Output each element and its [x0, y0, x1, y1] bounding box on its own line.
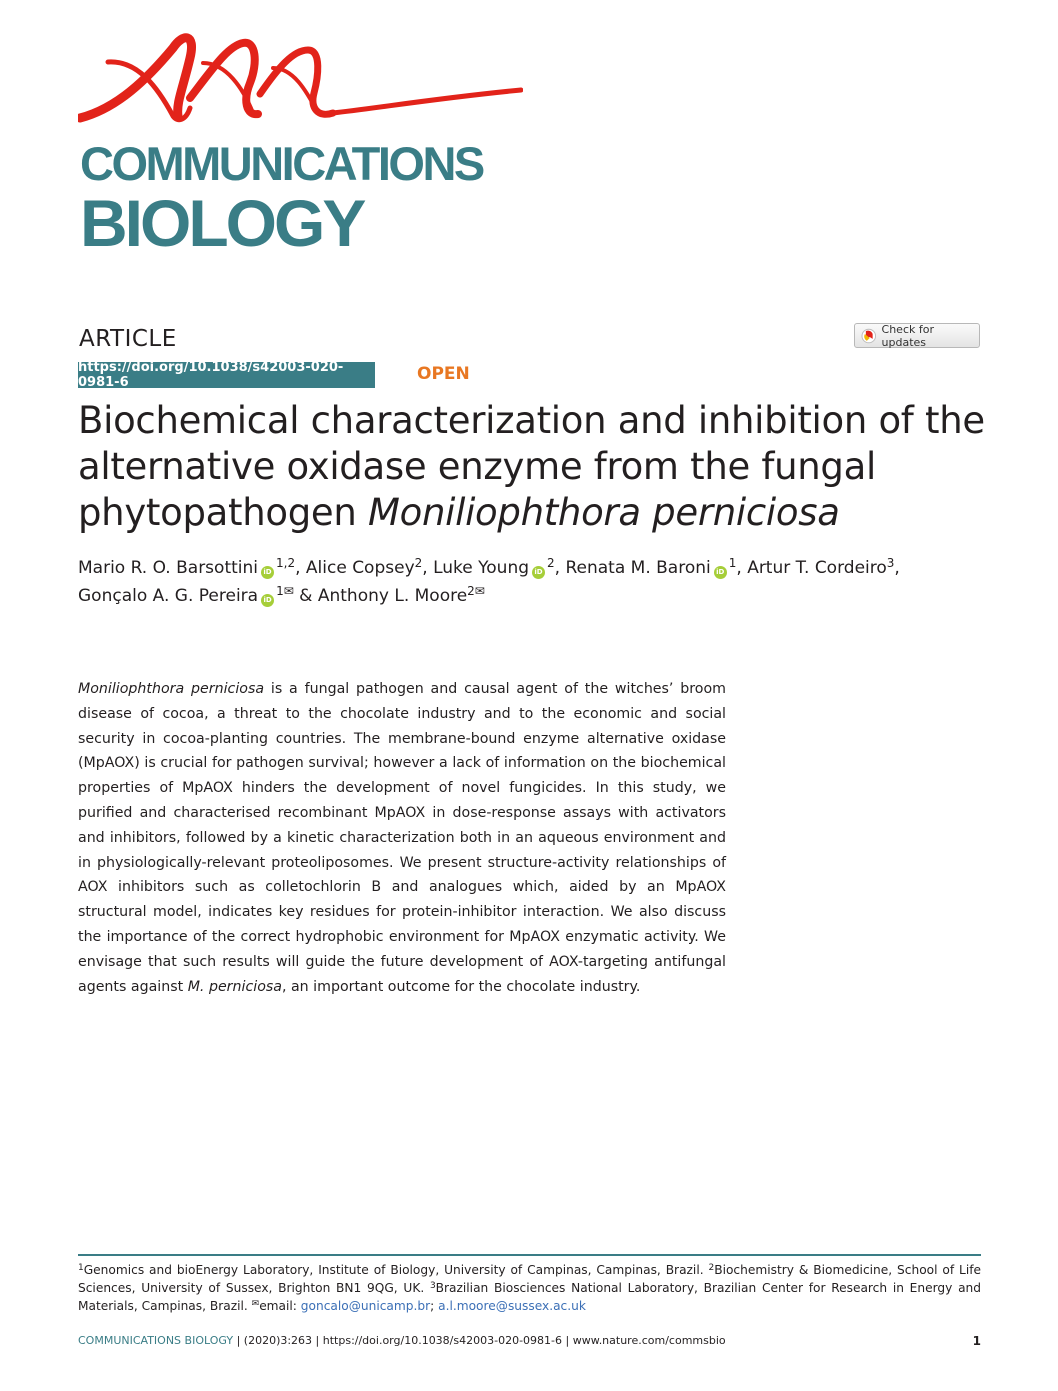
email-envelope-icon: ✉: [251, 1299, 260, 1309]
footer-citation: | (2020)3:263 | https://doi.org/10.1038/s42003-020-0981-6 | www.nature.com/commsbio: [233, 1334, 726, 1347]
article-title: [78, 398, 998, 536]
email-separator: ;: [430, 1299, 439, 1313]
abstract-mid-italic: M. perniciosa: [187, 978, 282, 995]
author-separator: ,: [295, 558, 306, 578]
check-for-updates-button[interactable]: [854, 323, 980, 348]
author-separator: ,: [736, 558, 748, 578]
author-affiliation-number: 2✉: [467, 584, 485, 598]
author-separator: ,: [422, 558, 434, 578]
author-name[interactable]: Renata M. Baroni: [565, 558, 711, 578]
open-access-badge: OPEN: [417, 364, 470, 384]
affiliation-number: 2: [708, 1263, 715, 1273]
author-name[interactable]: Mario R. O. Barsottini: [78, 558, 258, 578]
author-affiliation-number: 1✉: [276, 584, 294, 598]
footnote-divider: [78, 1254, 981, 1256]
author-separator: ,: [894, 558, 900, 578]
affiliation-number: 3: [429, 1281, 436, 1291]
author-name[interactable]: Luke Young: [433, 558, 530, 578]
title-italic: Moniliophthora perniciosa: [368, 491, 840, 534]
affiliations-footnote: [78, 1261, 981, 1315]
email-link[interactable]: a.l.moore@sussex.ac.uk: [438, 1299, 586, 1313]
title-plain: Biochemical characterization and inhibition of the alternative oxidase enzyme from the fungal phytopathogen: [78, 399, 985, 534]
doi-link[interactable]: https://doi.org/10.1038/s42003-020-0981-6: [78, 362, 375, 388]
orcid-icon[interactable]: iD: [714, 566, 727, 579]
email-link[interactable]: goncalo@unicamp.br: [300, 1299, 431, 1313]
check-updates-icon: [861, 328, 877, 344]
orcid-icon[interactable]: iD: [261, 566, 274, 579]
author-list: [78, 554, 988, 610]
check-updates-label: Check for updates: [881, 322, 934, 349]
author-name[interactable]: Alice Copsey: [305, 558, 415, 578]
page-footer: [78, 1334, 981, 1350]
abstract: [78, 677, 726, 999]
author-affiliation-number: 2: [414, 556, 423, 570]
author-separator: ,: [554, 558, 566, 578]
author-affiliation-number: 1,2: [276, 556, 296, 570]
author-affiliation-number: 2: [547, 556, 555, 570]
author-separator: &: [293, 586, 318, 606]
affiliation-text: Brazilian Biosciences National Laboratory, Brazilian Center for Research in Energy and Materials, Campinas, Brazil.: [78, 1281, 981, 1313]
orcid-icon[interactable]: iD: [261, 594, 274, 607]
orcid-icon[interactable]: iD: [532, 566, 545, 579]
author-name[interactable]: Anthony L. Moore: [317, 586, 468, 606]
journal-logo-line1: COMMUNICATIONS: [80, 137, 483, 190]
affiliation-text: Biochemistry & Biomedicine, School of Life Sciences, University of Sussex, Brighton BN1 9QG, UK.: [78, 1263, 981, 1295]
affiliation-number: 1: [78, 1263, 84, 1273]
journal-logo-wave: [78, 28, 523, 128]
abstract-lead-italic: Moniliophthora perniciosa: [78, 681, 265, 697]
footer-journal: COMMUNICATIONS BIOLOGY: [78, 1334, 234, 1347]
author-affiliation-number: 1: [728, 556, 737, 570]
author-affiliation-number: 3: [886, 556, 895, 570]
abstract-tail: , an important outcome for the chocolate industry.: [281, 978, 641, 995]
author-name[interactable]: Artur T. Cordeiro: [747, 558, 887, 578]
page-number: 1: [972, 1334, 981, 1348]
email-label: email:: [259, 1299, 301, 1313]
author-name[interactable]: Gonçalo A. G. Pereira: [78, 586, 259, 606]
affiliation-text: Genomics and bioEnergy Laboratory, Institute of Biology, University of Campinas, Campinas, Brazil.: [83, 1263, 709, 1277]
journal-logo-line2: BIOLOGY: [80, 186, 364, 260]
abstract-body: is a fungal pathogen and causal agent of the witches’ broom disease of cocoa, a threat to the chocolate industry and to the economic and social security in cocoa-planting countries. The membrane-bound enzyme alternative oxidase (MpAOX) is crucial for pathogen survival; however a lack of information on the biochemical properties of MpAOX hinders the development of novel fungicides. In this study, we purified and characterised recombinant MpAOX in dose-response assays with activators and inhibitors, followed by a kinetic characterization both in an aqueous environment and in physiologically-relevant proteoliposomes. We present structure-activity relationships of AOX inhibitors such as colletochlorin B and analogues which, aided by an MpAOX structural model, indicates key residues for protein-inhibitor interaction. We also discuss the importance of the correct hydrophobic environment for MpAOX enzymatic activity. We envisage that such results will guide the future development of AOX-targeting antifungal agents against: [78, 681, 726, 995]
article-type-label: ARTICLE: [79, 326, 177, 352]
